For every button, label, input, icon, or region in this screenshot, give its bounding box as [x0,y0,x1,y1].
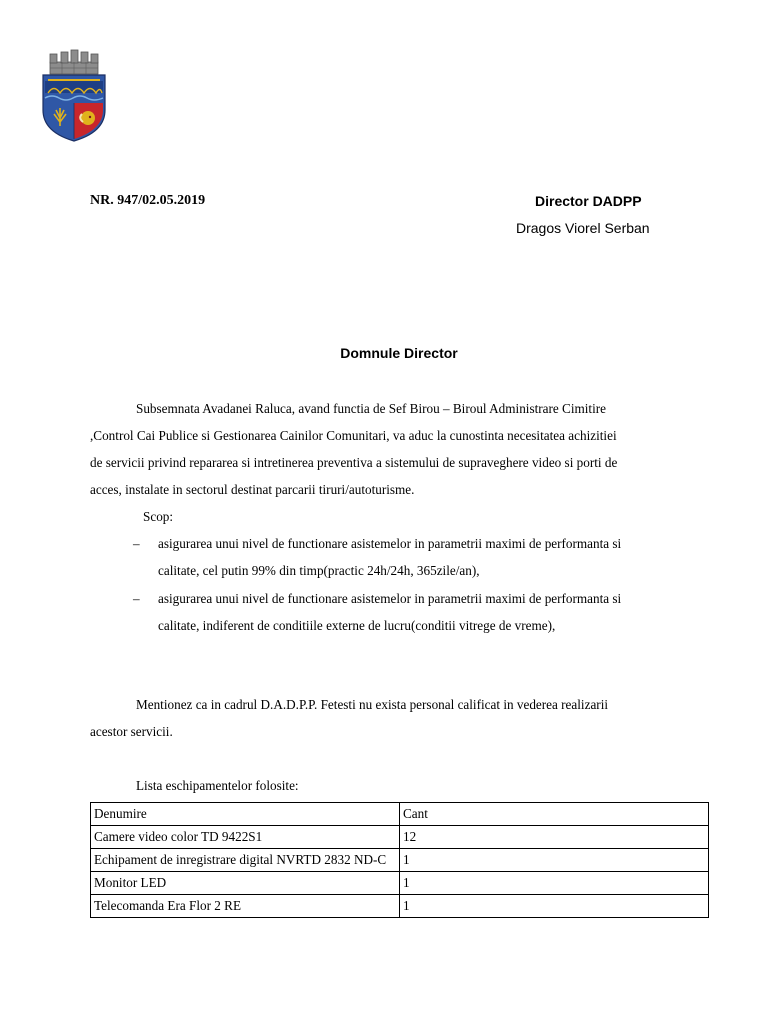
equipment-name-cell: Monitor LED [91,872,400,895]
equipment-intro: Lista eschipamentelor folosite: [136,778,299,793]
equipment-quantity-cell: 12 [400,826,709,849]
scope-item-line: asigurarea unui nivel de functionare asistemelor in parametrii maximi de performanta si [158,591,622,606]
equipment-quantity-cell: 1 [400,849,709,872]
scope-item-line: asigurarea unui nivel de functionare asistemelor in parametrii maximi de performanta si [158,536,622,551]
bullet-marker: – [133,591,140,606]
equipment-quantity-cell: 1 [400,895,709,918]
equipment-table [90,802,709,918]
table-row [91,849,709,872]
body-line: acces, instalate in sectorul destinat parcarii tiruri/autoturisme. [90,482,415,497]
addressee-title: Director DADPP [535,193,642,209]
table-row [91,895,709,918]
mention-line: Mentionez ca in cadrul D.A.D.P.P. Fetesti nu exista personal calificat in vederea realizarii [136,697,609,712]
body-line: ,Control Cai Publice si Gestionarea Cainilor Comunitari, va aduc la cunostinta necesitatea achizitiei [90,428,617,443]
equipment-name-cell: Camere video color TD 9422S1 [91,826,400,849]
body-line: Subsemnata Avadanei Raluca, avand functia de Sef Birou – Biroul Administrare Cimitire [136,401,606,416]
mention-line: acestor servicii. [90,724,173,739]
equipment-name-cell: Telecomanda Era Flor 2 RE [91,895,400,918]
column-header-quantity: Cant [400,803,709,826]
scope-item-line: calitate, indiferent de conditiile externe de lucru(conditii vitrege de vreme), [158,618,556,633]
document-number: NR. 947/02.05.2019 [90,193,206,208]
equipment-quantity-cell: 1 [400,872,709,895]
table-header-row [91,803,709,826]
column-header-name: Denumire [91,803,400,826]
salutation-heading: Domnule Director [340,345,458,361]
scope-label: Scop: [143,509,174,524]
body-line: de servicii privind repararea si intretinerea preventiva a sistemului de supraveghere video si porti de [90,455,618,470]
shield-icon [43,75,105,141]
coat-of-arms-crest [40,48,108,142]
scope-item-line: calitate, cel putin 99% din timp(practic 24h/24h, 365zile/an), [158,563,480,578]
bullet-marker: – [133,536,140,551]
addressee-name: Dragos Viorel Serban [516,220,650,236]
equipment-name-cell: Echipament de inregistrare digital NVRTD 2832 ND-C [91,849,400,872]
table-row [91,826,709,849]
mural-crown-icon [50,50,98,74]
table-row [91,872,709,895]
